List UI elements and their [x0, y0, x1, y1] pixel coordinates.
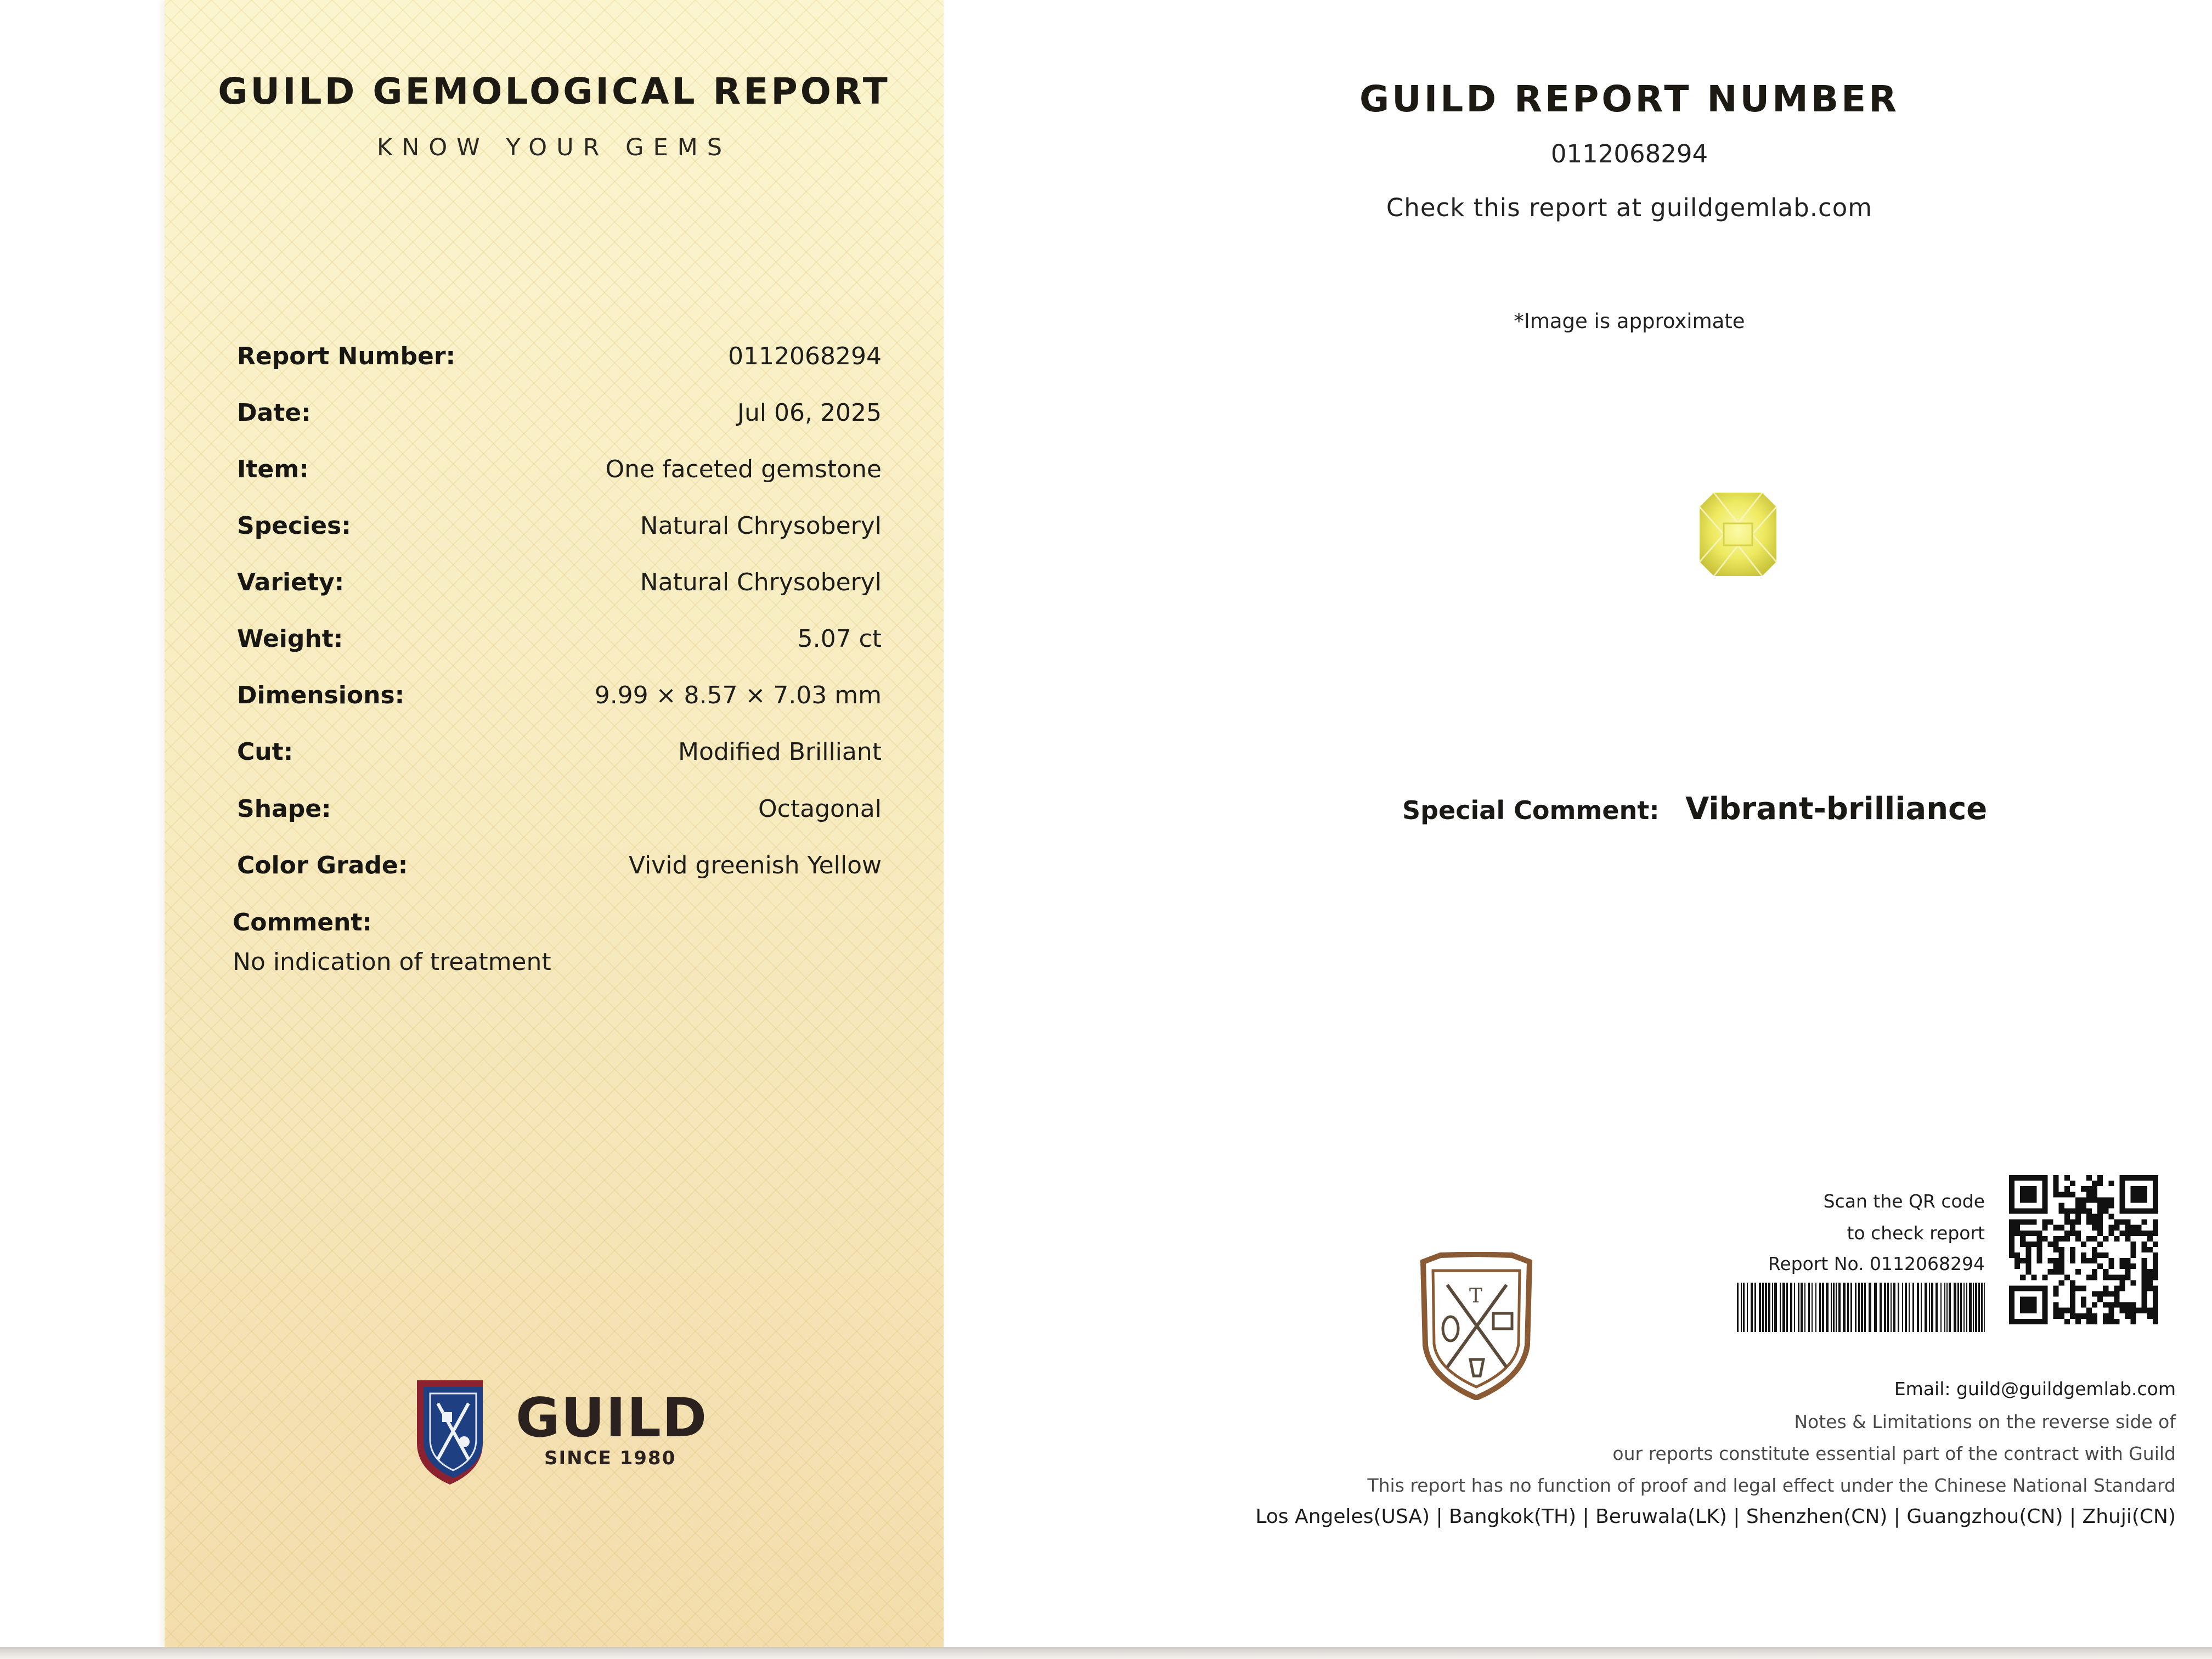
detail-row-dimensions — [237, 681, 882, 721]
footer-notes: our reports constitute essential part of the contract with Guild — [1612, 1443, 2176, 1464]
report-title: GUILD GEMOLOGICAL REPORT — [218, 70, 890, 112]
special-comment-label: Special Comment: — [1402, 795, 1660, 825]
detail-row-shape — [237, 795, 882, 834]
detail-label: Species: — [237, 512, 351, 540]
footer-disclaimer: This report has no function of proof and legal effect under the Chinese National Standard — [1367, 1475, 2176, 1496]
detail-label: Weight: — [237, 625, 343, 653]
report-number-value: 0112068294 — [1550, 139, 1708, 168]
guild-wordmark: GUILD — [516, 1387, 708, 1449]
detail-row-date — [237, 399, 882, 438]
detail-value: 9.99 × 8.57 × 7.03 mm — [594, 681, 882, 709]
detail-value: Vivid greenish Yellow — [628, 851, 882, 879]
detail-value: Natural Chrysoberyl — [640, 512, 882, 540]
footer-locations: Los Angeles(USA) | Bangkok(TH) | Beruwala(LK) | Shenzhen(CN) | Guangzhou(CN) | Zhuji(CN) — [1255, 1505, 2176, 1528]
page-bottom-edge — [0, 1647, 2212, 1659]
detail-row-cut — [237, 738, 882, 777]
detail-row-item — [237, 455, 882, 495]
detail-row-report-number — [237, 342, 882, 382]
detail-label: Cut: — [237, 738, 294, 766]
comment-value: No indication of treatment — [233, 948, 551, 976]
detail-row-variety — [237, 568, 882, 608]
detail-label: Variety: — [237, 568, 345, 596]
detail-value: 0112068294 — [728, 342, 882, 370]
detail-value: Octagonal — [758, 795, 882, 823]
scan-qr-text: Scan the QR code — [1823, 1190, 1985, 1212]
scan-report-number: Report No. 0112068294 — [1768, 1253, 1985, 1274]
detail-value: Jul 06, 2025 — [737, 399, 882, 427]
special-comment-value: Vibrant-brilliance — [1685, 791, 1988, 827]
svg-text:T: T — [1469, 1285, 1483, 1307]
guild-since-text: SINCE 1980 — [544, 1447, 676, 1469]
detail-label: Color Grade: — [237, 851, 408, 879]
detail-row-weight — [237, 625, 882, 664]
footer-notes: Notes & Limitations on the reverse side of — [1794, 1411, 2176, 1432]
footer-email: Email: guild@guildgemlab.com — [1894, 1378, 2176, 1400]
detail-value: Modified Brilliant — [678, 738, 882, 766]
scan-qr-text: to check report — [1847, 1222, 1985, 1244]
detail-value: Natural Chrysoberyl — [640, 568, 882, 596]
detail-row-color-grade — [237, 851, 882, 891]
check-report-text: Check this report at guildgemlab.com — [1386, 193, 1873, 222]
detail-label: Report Number: — [237, 342, 456, 370]
image-approximate-note: *Image is approximate — [1514, 309, 1745, 333]
report-tagline: KNOW YOUR GEMS — [376, 134, 732, 161]
detail-row-species — [237, 512, 882, 551]
detail-label: Item: — [237, 455, 309, 483]
report-details-panel — [165, 0, 944, 1649]
detail-value: 5.07 ct — [797, 625, 882, 653]
barcode — [1737, 1283, 1985, 1332]
report-number-title: GUILD REPORT NUMBER — [1359, 78, 1900, 120]
detail-label: Date: — [237, 399, 311, 427]
qr-code[interactable] — [2004, 1170, 2164, 1330]
detail-label: Shape: — [237, 795, 331, 823]
detail-value: One faceted gemstone — [605, 455, 882, 483]
comment-label: Comment: — [233, 909, 373, 936]
yellow-gemstone-image — [1697, 490, 1779, 578]
detail-label: Dimensions: — [237, 681, 405, 709]
